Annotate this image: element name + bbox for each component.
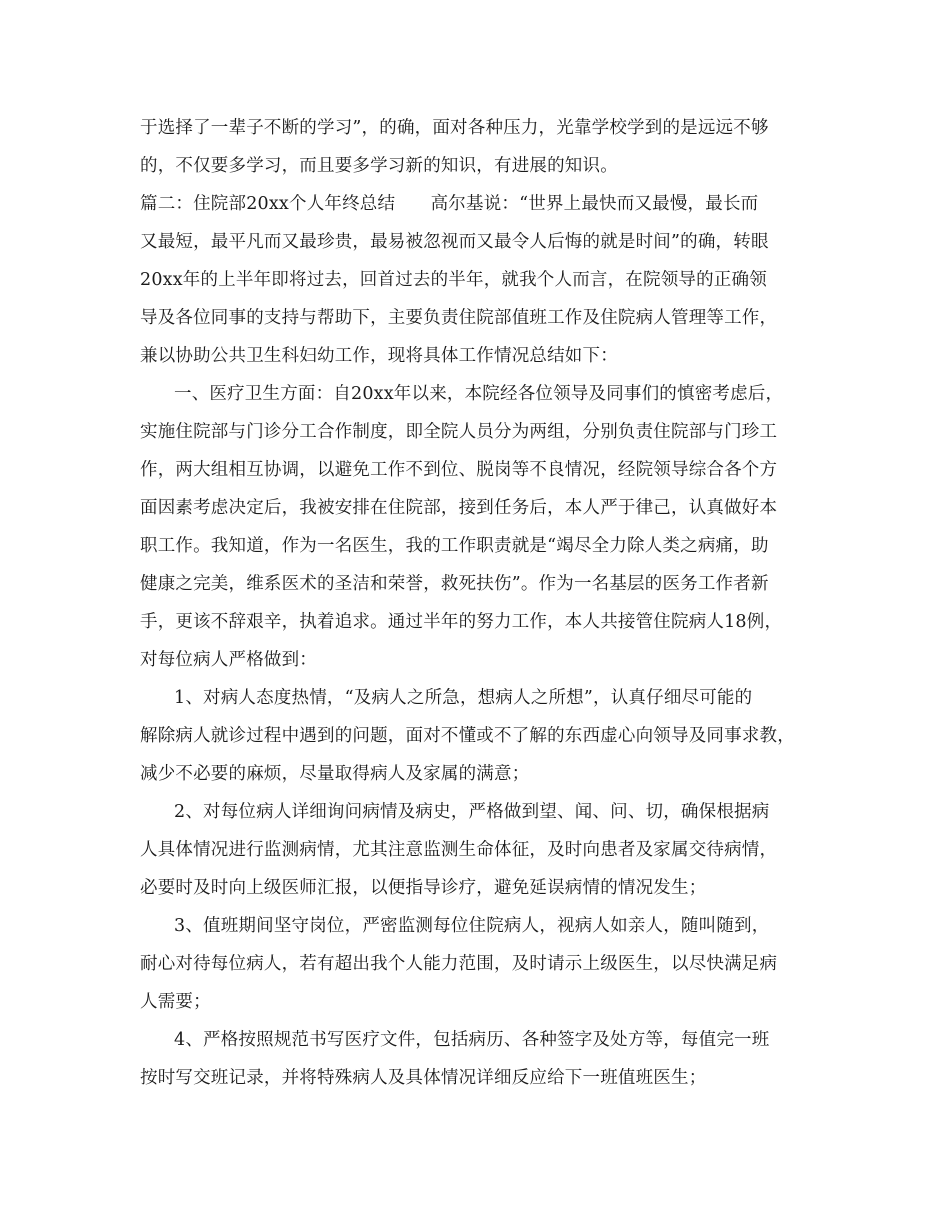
list-item-line: 2、对每位病人详细询问病情及病史，严格做到望、闻、问、切，确保根据病 (174, 802, 770, 822)
text-line: 实施住院部与门诊分工合作制度，即全院人员分为两组，分别负责住院部与门珍工 (140, 422, 778, 442)
text-line: 必要时及时向上级医师汇报，以便指导诊疗，避免延误病情的情况发生； (140, 878, 707, 898)
text-line: 对每位病人严格做到： (140, 650, 317, 670)
text-line: 又最短，最平凡而又最珍贵，最易被忽视而又最令人后悔的就是时间”的确，转眼 (140, 232, 769, 252)
text-line: 减少不必要的麻烦，尽量取得病人及家属的满意； (140, 764, 530, 784)
text-line: 人需要； (140, 992, 211, 1012)
text-line: 于选择了一辈子不断的学习”，的确，面对各种压力，光靠学校学到的是远远不够 (140, 118, 769, 138)
text-line: 人具体情况进行监测病情，尤其注意监测生命体征，及时向患者及家属交待病情， (140, 840, 778, 860)
text-line: 面因素考虑决定后，我被安排在住院部，接到任务后，本人严于律己，认真做好本 (140, 498, 778, 518)
text-line: 20xx年的上半年即将过去，回首过去的半年，就我个人而言，在院领导的正确领 (140, 270, 767, 290)
text-line: 耐心对待每位病人，若有超出我个人能力范围，及时请示上级医生，以尽快满足病 (140, 954, 778, 974)
list-item-line: 3、值班期间坚守岗位，严密监测每位住院病人，视病人如亲人，随叫随到， (174, 916, 770, 936)
list-item-line: 4、严格按照规范书写医疗文件，包括病历、各种签字及处方等，每值完一班 (174, 1030, 770, 1050)
text-line: 职工作。我知道，作为一名医生，我的工作职责就是“竭尽全力除人类之病痛，助 (140, 536, 769, 556)
list-item-line: 1、对病人态度热情，“及病人之所急，想病人之所想”，认真仔细尽可能的 (174, 688, 753, 708)
text-line: 健康之完美，维系医术的圣洁和荣誉，救死扶伤”。作为一名基层的医务工作者新 (140, 574, 769, 594)
text-line: 手，更该不辞艰辛，执着追求。通过半年的努力工作，本人共接管住院病人18例， (140, 612, 783, 632)
text-line: 的，不仅要多学习，而且要多学习新的知识，有进展的知识。 (140, 156, 618, 176)
text-line: 导及各位同事的支持与帮助下，主要负责住院部值班工作及住院病人管理等工作， (140, 308, 778, 328)
text-line: 解除病人就诊过程中遇到的问题，面对不懂或不了解的东西虚心向领导及同事求教， (140, 726, 795, 746)
text-line: 按时写交班记录，并将特殊病人及具体情况详细反应给下一班值班医生； (140, 1068, 707, 1088)
text-line: 兼以协助公共卫生科妇幼工作，现将具体工作情况总结如下： (140, 346, 618, 366)
paragraph-start-line: 一、医疗卫生方面：自20xx年以来，本院经各位领导及同事们的慎密考虑后， (174, 384, 784, 404)
text-line: 作，两大组相互协调，以避免工作不到位、脱岗等不良情况，经院领导综合各个方 (140, 460, 778, 480)
section-heading-line: 篇二：住院部20xx个人年终总结 高尔基说：“世界上最快而又最慢，最长而 (140, 194, 759, 214)
